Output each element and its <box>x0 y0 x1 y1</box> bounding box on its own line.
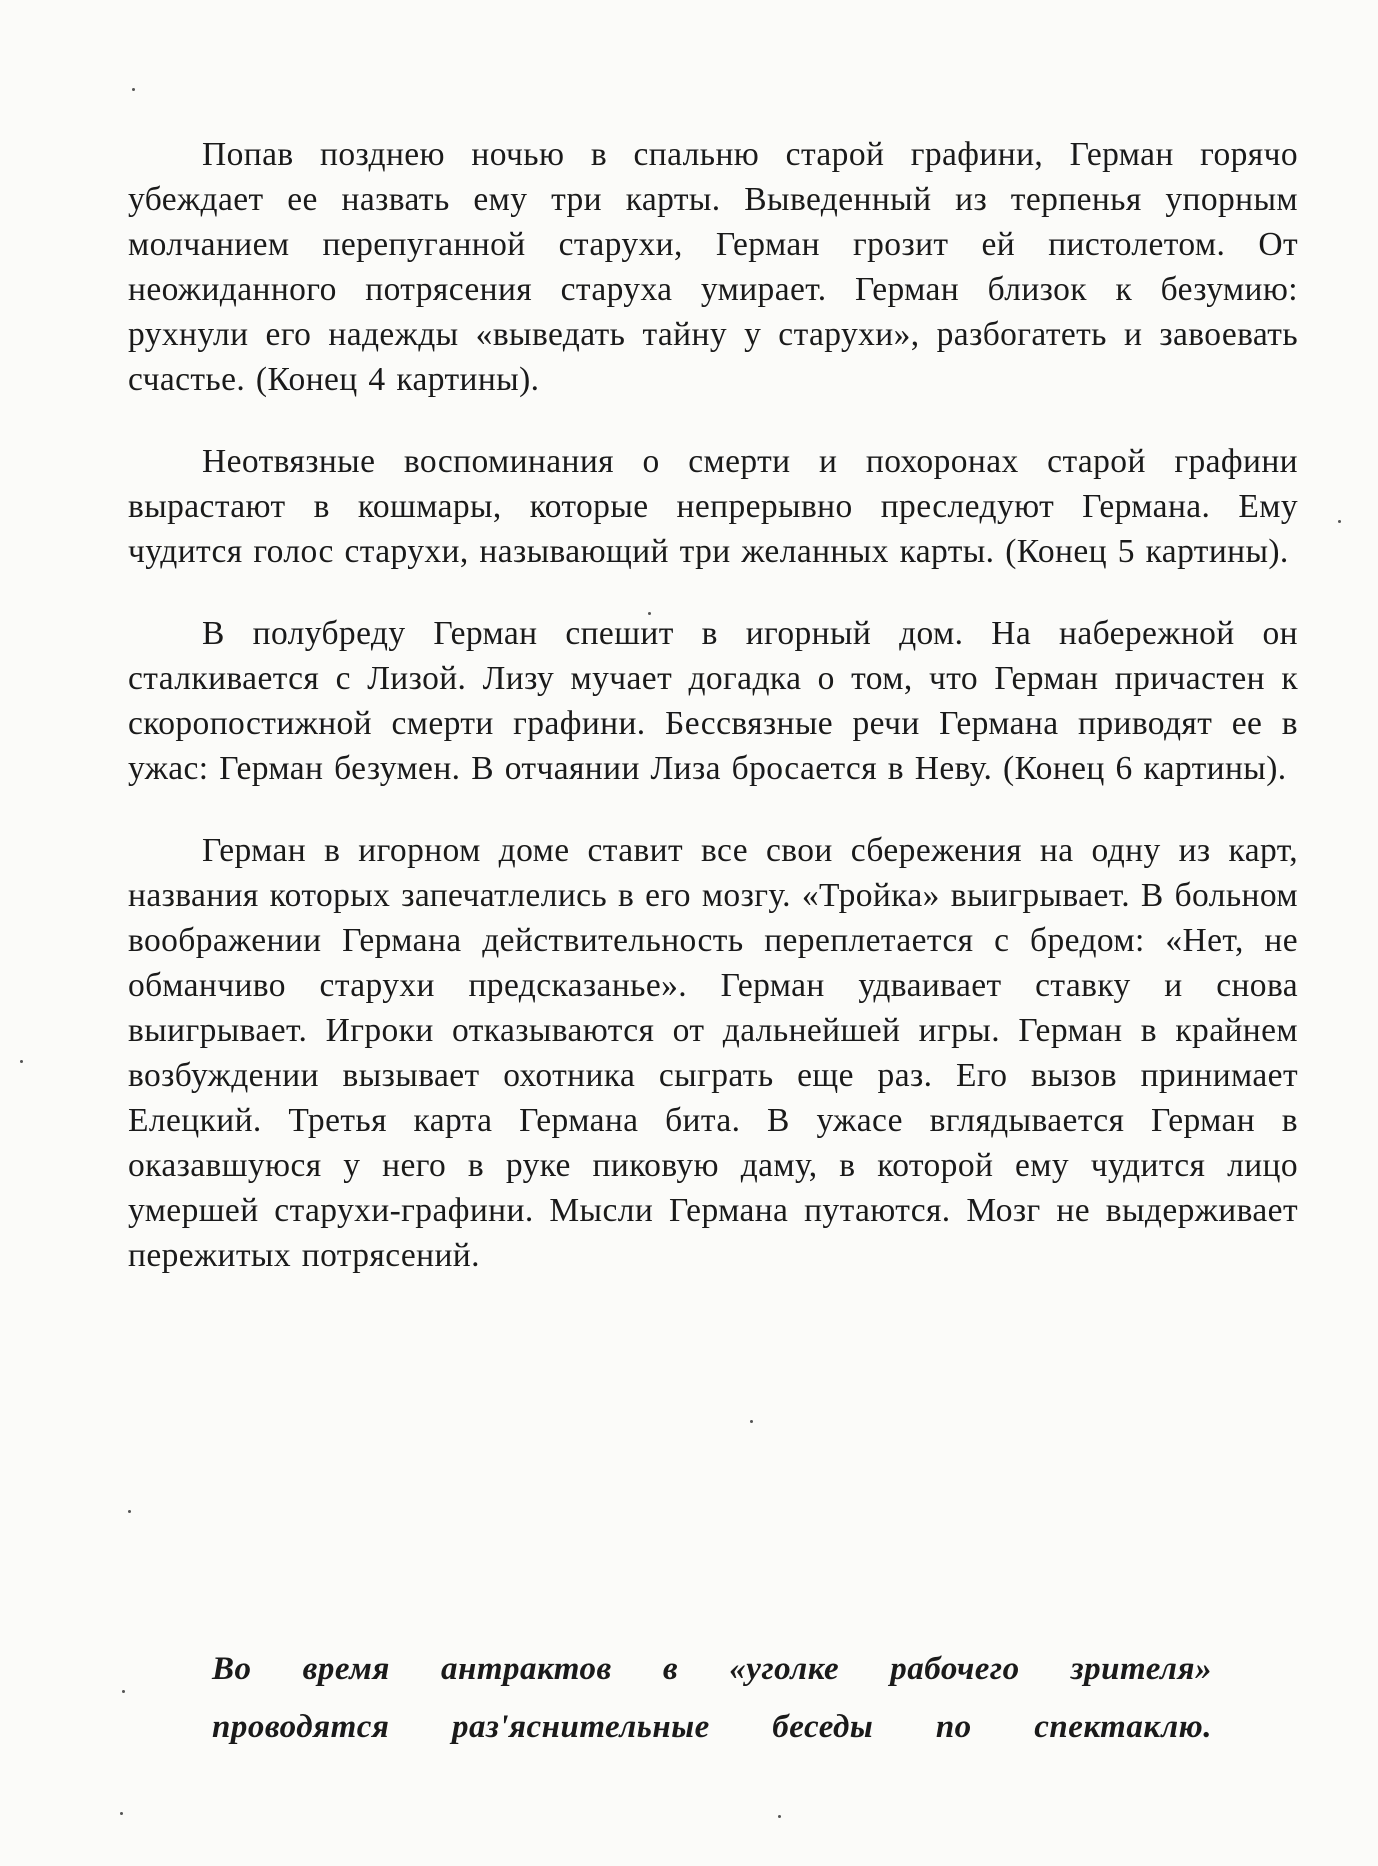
intermission-note-line-1: Во время антрактов в «уголке рабочего зрителя» <box>212 1651 1212 1687</box>
synopsis-text <box>128 132 1298 1315</box>
paper-speck <box>132 88 135 91</box>
paragraph-scene-5: Неотвязные воспоминания о смерти и похоронах старой графини вырастают в кошмары, которые непрерывно преследуют Германа. Ему чудится голос старухи, называющий три желанных карты. (Конец 5 картины). <box>128 443 1298 570</box>
paper-speck <box>648 612 651 615</box>
paragraph-scene-7: Герман в игорном доме ставит все свои сбережения на одну из карт, названия которых запечатлелись в его мозгу. «Тройка» выигрывает. В больном воображении Германа действительность переплетается с бредом: «Нет, не обманчиво старухи предсказанье». Герман удваивает ставку и снова выигрывает. Игроки отказываются от дальнейшей игры. Герман в крайнем возбуждении вызывает охотника сыграть еще раз. Его вызов принимает Елецкий. Третья карта Германа бита. В ужасе вглядывается Герман в оказавшуюся у него в руке пиковую даму, в которой ему чудится лицо умершей старухи-графини. Мысли Германа путаются. Мозг не выдерживает пережитых потрясений. <box>128 832 1298 1274</box>
paper-speck <box>20 1060 23 1063</box>
paper-speck <box>1338 520 1341 523</box>
paragraph-scene-4: Попав позднею ночью в спальню старой графини, Герман горячо убеждает ее назвать ему три карты. Выведенный из терпенья упорным молчанием перепуганной старухи, Герман грозит ей пистолетом. От неожиданного потрясения старуха умирает. Герман близок к безумию: рухнули его надежды «выведать тайну у старухи», разбогатеть и завоевать счастье. (Конец 4 картины). <box>128 136 1298 398</box>
paper-speck <box>120 1812 123 1815</box>
paper-speck <box>778 1815 781 1818</box>
intermission-note-line-2: проводятся раз'яснительные беседы по спектаклю. <box>212 1709 1212 1745</box>
paragraph-scene-6: В полубреду Герман спешит в игорный дом. На набережной он сталкивается с Лизой. Лизу мучает догадка о том, что Герман причастен к скоропостижной смерти графини. Бессвязные речи Германа приводят ее в ужас: Герман безумен. В отчаянии Лиза бросается в Неву. (Конец 6 картины). <box>128 615 1298 787</box>
paper-speck <box>122 1690 125 1693</box>
paper-speck <box>128 1510 131 1513</box>
intermission-note <box>212 1640 1212 1756</box>
paper-speck <box>750 1420 753 1423</box>
